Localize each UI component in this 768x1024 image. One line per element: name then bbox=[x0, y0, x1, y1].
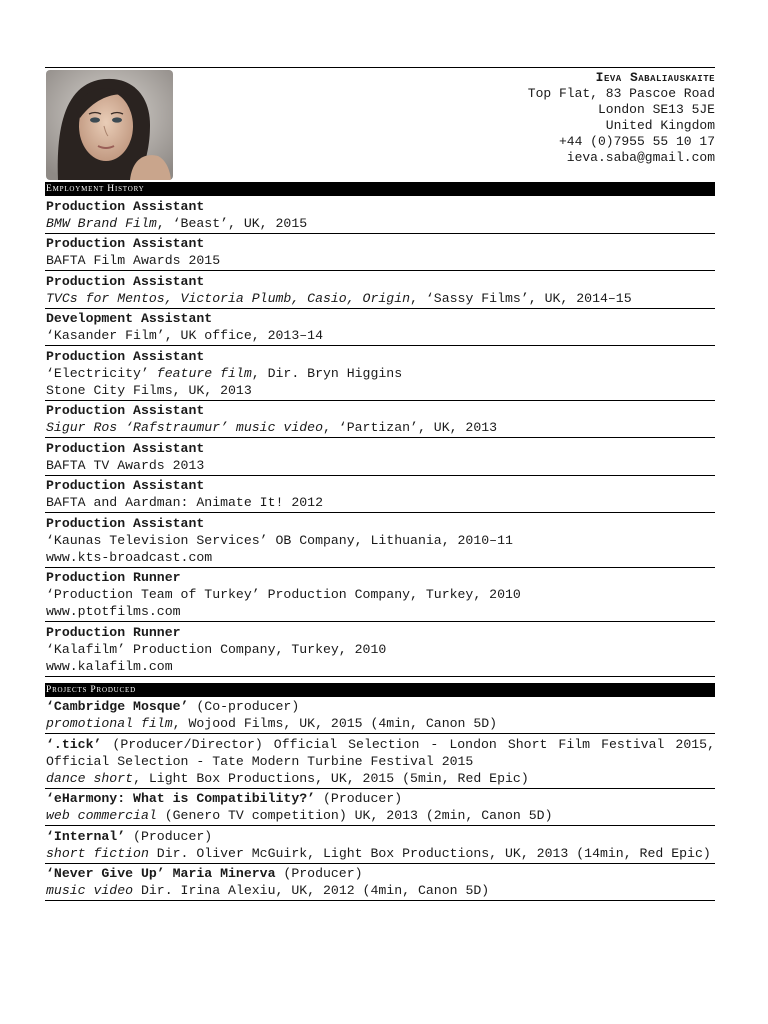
project-detail bbox=[46, 807, 715, 824]
job-detail bbox=[46, 290, 715, 307]
address-line-2: London SE13 5JE bbox=[597, 102, 715, 117]
job-title: Production Assistant bbox=[46, 348, 205, 364]
project-title-line bbox=[46, 790, 715, 807]
project-detail bbox=[46, 770, 715, 787]
job-detail-line-2: Stone City Films, UK, 2013 bbox=[46, 382, 252, 398]
job-detail-rest: , ‘Beast’, UK, 2015 bbox=[156, 215, 308, 231]
email-address: ieva.saba@gmail.com bbox=[566, 150, 715, 165]
job-detail bbox=[46, 365, 715, 382]
job-title: Production Assistant bbox=[46, 236, 205, 251]
project-title-line bbox=[46, 828, 715, 845]
project-title: ‘Never Give Up’ Maria Minerva bbox=[46, 866, 276, 881]
job-title: Production Assistant bbox=[46, 403, 205, 418]
job-title: Production Assistant bbox=[46, 198, 205, 214]
job-detail: ‘Kaunas Television Services’ OB Company, Lithuania, 2010–11 bbox=[46, 532, 513, 548]
project-detail bbox=[46, 845, 715, 862]
project-entry bbox=[45, 864, 715, 902]
job-detail bbox=[46, 215, 715, 232]
job-detail-rest: , ‘Sassy Films’, UK, 2014–15 bbox=[410, 290, 632, 306]
cv-page bbox=[45, 67, 715, 901]
project-detail-rest: Dir. Oliver McGuirk, Light Box Productions, UK, 2013 (14min, Red Epic) bbox=[148, 845, 711, 861]
job-title: Production Runner bbox=[46, 570, 181, 585]
project-role: (Producer/Director) Official Selection - London Short Film Festival 2015, Official Selection - Tate Modern Turbine Festival 2015 bbox=[46, 736, 715, 769]
project-type: music video bbox=[46, 883, 134, 898]
project-type: short fiction bbox=[46, 845, 149, 861]
employment-entry bbox=[45, 476, 715, 514]
project-entry bbox=[45, 734, 715, 789]
project-title: ‘eHarmony: What is Compatibility?’ bbox=[46, 791, 316, 806]
job-detail: ‘Kalafilm’ Production Company, Turkey, 2010 bbox=[46, 641, 387, 657]
job-detail: ‘Kasander Film’, UK office, 2013–14 bbox=[46, 328, 323, 343]
project-detail-rest: , Light Box Productions, UK, 2015 (5min, Red Epic) bbox=[133, 770, 529, 786]
project-title-line bbox=[46, 865, 715, 882]
job-title: Production Runner bbox=[46, 624, 181, 640]
job-detail-italic: BMW Brand Film bbox=[46, 215, 157, 231]
project-title: ‘Internal’ bbox=[46, 828, 126, 844]
job-detail bbox=[46, 419, 715, 436]
project-title-line bbox=[46, 736, 715, 770]
project-type: web commercial bbox=[46, 808, 157, 823]
job-detail-italic: TVCs for Mentos, Victoria Plumb, Casio, Origin bbox=[46, 290, 411, 306]
project-role: (Producer) bbox=[275, 866, 363, 881]
project-entry bbox=[45, 789, 715, 827]
employment-entry bbox=[45, 568, 715, 623]
company-website: www.kalafilm.com bbox=[46, 658, 173, 674]
job-detail-italic: Sigur Ros ‘Rafstraumur’ music video bbox=[46, 420, 323, 435]
employment-entry bbox=[45, 401, 715, 439]
employment-entry bbox=[45, 622, 715, 677]
job-title: Production Assistant bbox=[46, 440, 205, 456]
job-title: Production Assistant bbox=[46, 478, 205, 493]
project-detail-rest: (Genero TV competition) UK, 2013 (2min, Canon 5D) bbox=[156, 808, 553, 823]
candidate-name: Ieva Sabaliauskaite bbox=[595, 70, 715, 85]
employment-entry bbox=[45, 271, 715, 309]
project-detail-rest: , Wojood Films, UK, 2015 (4min, Canon 5D) bbox=[172, 716, 498, 731]
project-type: dance short bbox=[46, 770, 134, 786]
company-website: www.ptotfilms.com bbox=[46, 604, 181, 619]
job-detail-rest: , Dir. Bryn Higgins bbox=[251, 365, 403, 381]
profile-photo-image bbox=[46, 70, 173, 180]
project-title-line bbox=[46, 698, 715, 715]
employment-history-heading: Employment History bbox=[45, 182, 715, 196]
job-detail-rest: , ‘Partizan’, UK, 2013 bbox=[322, 420, 498, 435]
project-title: ‘Cambridge Mosque’ bbox=[46, 699, 189, 714]
job-detail-pre: ‘Electricity’ bbox=[46, 365, 157, 381]
employment-entry bbox=[45, 438, 715, 476]
employment-entry bbox=[45, 513, 715, 568]
projects-produced-heading: Projects Produced bbox=[45, 683, 715, 697]
company-website: www.kts-broadcast.com bbox=[46, 549, 213, 565]
project-detail bbox=[46, 715, 715, 732]
project-detail-rest: Dir. Irina Alexiu, UK, 2012 (4min, Canon 5D) bbox=[133, 883, 490, 898]
employment-entry bbox=[45, 196, 715, 234]
job-title: Production Assistant bbox=[46, 273, 205, 289]
job-detail-italic: feature film bbox=[156, 365, 252, 381]
job-detail: BAFTA Film Awards 2015 bbox=[46, 253, 221, 268]
employment-entry bbox=[45, 346, 715, 401]
job-detail: ‘Production Team of Turkey’ Production Company, Turkey, 2010 bbox=[46, 587, 521, 602]
project-role: (Co-producer) bbox=[188, 699, 300, 714]
phone-number: +44 (0)7955 55 10 17 bbox=[558, 134, 715, 149]
job-title: Production Assistant bbox=[46, 515, 205, 531]
address-line-1: Top Flat, 83 Pascoe Road bbox=[527, 86, 715, 101]
job-detail: BAFTA and Aardman: Animate It! 2012 bbox=[46, 495, 323, 510]
cv-header bbox=[45, 68, 715, 182]
project-role: (Producer) bbox=[125, 828, 213, 844]
employment-entry bbox=[45, 309, 715, 347]
contact-block bbox=[528, 70, 715, 166]
employment-entry bbox=[45, 234, 715, 272]
profile-photo bbox=[46, 70, 173, 180]
project-detail bbox=[46, 882, 715, 899]
project-role: (Producer) bbox=[315, 791, 403, 806]
project-entry bbox=[45, 697, 715, 735]
project-title: ‘.tick’ bbox=[46, 736, 102, 752]
job-detail: BAFTA TV Awards 2013 bbox=[46, 457, 205, 473]
project-type: promotional film bbox=[46, 716, 173, 731]
country: United Kingdom bbox=[605, 118, 715, 133]
job-title: Development Assistant bbox=[46, 311, 213, 326]
project-entry bbox=[45, 826, 715, 864]
